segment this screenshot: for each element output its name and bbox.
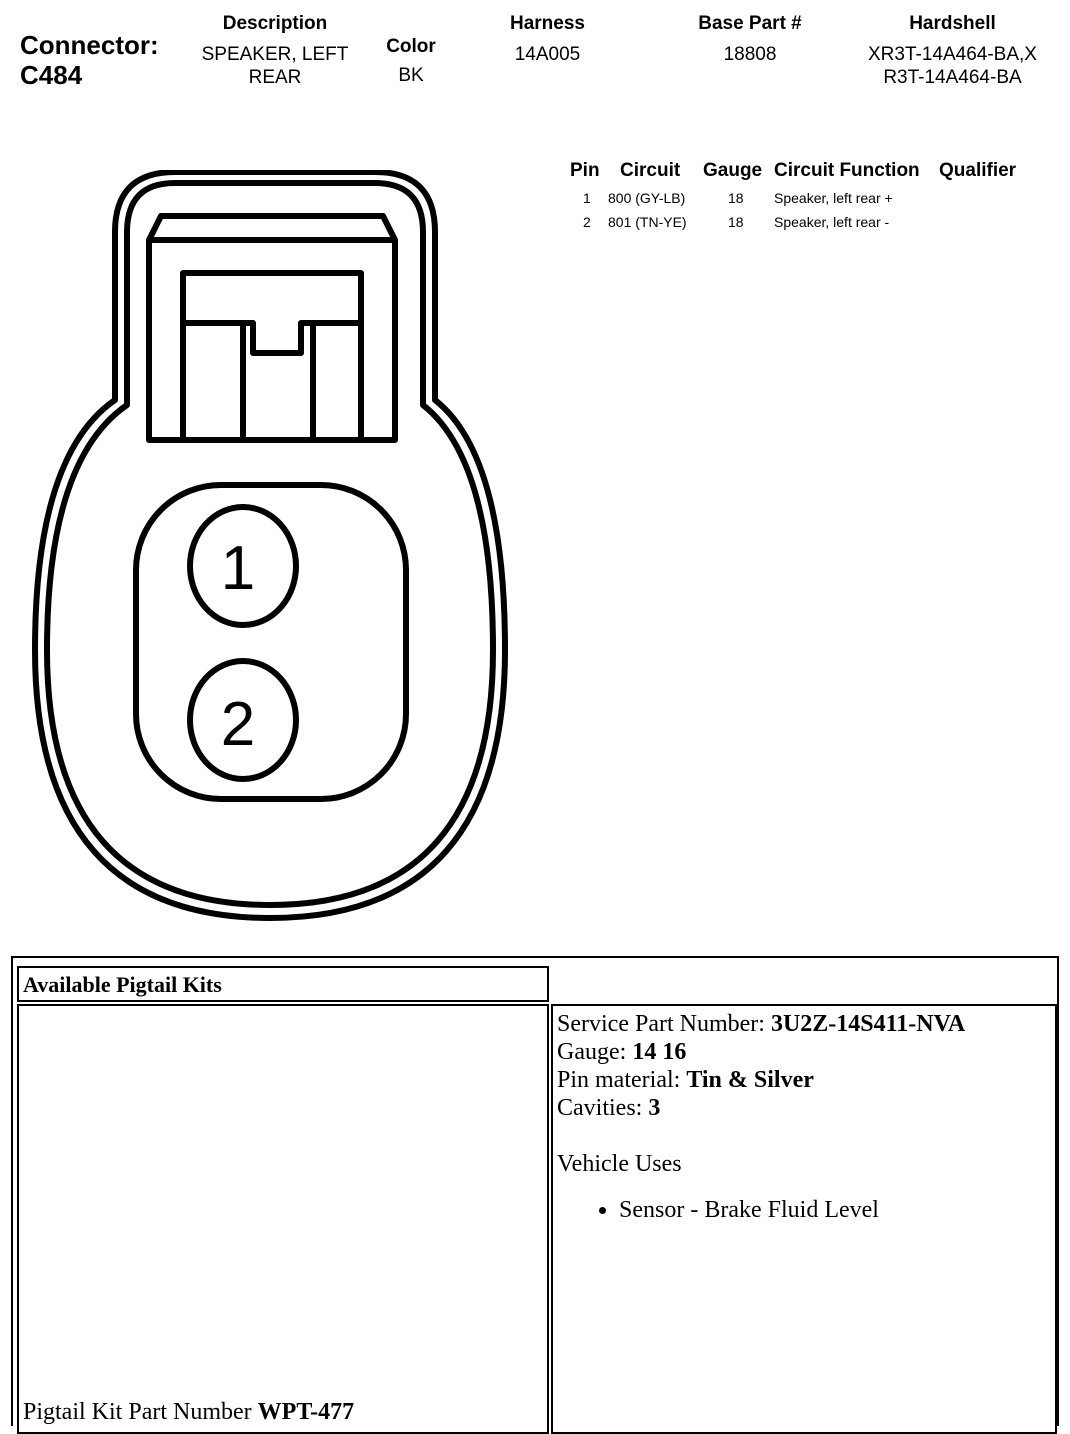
pigtail-kits-section [11,956,1059,1426]
latch-inner [183,273,361,440]
color-value: BK [398,65,424,86]
pin-material-value: Tin & Silver [686,1067,814,1093]
col-pin: Pin [570,160,600,181]
row1-gauge: 18 [728,190,744,206]
connector-id: C484 [20,60,83,90]
row1-function: Speaker, left rear + [774,190,893,206]
latch-tab [183,323,361,353]
color-column [370,35,452,87]
hardshell-value: XR3T-14A464-BA,XR3T-14A464-BA [868,44,1037,88]
connector-label: Connector: [20,30,159,60]
base-part-value: 18808 [723,44,777,65]
row2-function: Speaker, left rear - [774,214,890,230]
vehicle-uses-label: Vehicle Uses [557,1151,682,1177]
cavities-value: 3 [648,1095,661,1121]
service-part-label: Service Part Number: [557,1011,765,1037]
pin-cavity-area [136,485,406,799]
cavities-row [557,1094,1051,1122]
kit-part-value: WPT-477 [257,1399,355,1425]
gauge-value: 14 16 [632,1039,687,1065]
base-part-column [680,12,820,66]
row2-pin: 2 [583,214,591,230]
pigtail-image-cell [17,1004,549,1434]
color-heading: Color [386,36,436,57]
row2-circuit: 801 (TN-YE) [608,214,687,230]
pin-material-label: Pin material: [557,1067,681,1093]
harness-value: 14A005 [514,44,581,65]
hardshell-column [860,12,1045,89]
pigtail-kits-title: Available Pigtail Kits [17,966,549,1002]
gauge-label: Gauge: [557,1039,627,1065]
description-value: SPEAKER, LEFT REAR [201,44,349,88]
pin-2-label: 2 [220,690,256,759]
pigtail-details-cell [551,1004,1057,1434]
pin-material-row [557,1066,1051,1094]
pin-1-label: 1 [220,534,256,603]
row1-circuit: 800 (GY-LB) [608,190,686,206]
kit-part-label: Pigtail Kit Part Number [23,1399,252,1425]
row2-gauge: 18 [728,214,744,230]
base-part-heading: Base Part # [698,13,802,34]
connector-title [20,30,159,90]
row1-pin: 1 [583,190,591,206]
harness-column [480,12,615,66]
cavities-label: Cavities: [557,1095,643,1121]
col-circuit-function: Circuit Function [774,160,920,181]
service-part-value: 3U2Z-14S411-NVA [770,1011,966,1037]
col-qualifier: Qualifier [939,160,1017,181]
description-heading: Description [222,13,328,34]
gauge-row [557,1038,1051,1066]
vehicle-uses-list [557,1196,1051,1224]
harness-heading: Harness [510,13,585,34]
pigtail-kit-part-number [23,1399,354,1426]
hardshell-heading: Hardshell [909,13,996,34]
description-column [180,12,370,89]
connector-outer-outline [35,172,505,918]
service-part-row [557,1010,1051,1038]
col-circuit: Circuit [620,160,681,181]
vehicle-use-item: • Sensor - Brake Fluid Level [619,1196,1051,1224]
col-gauge: Gauge [703,160,763,181]
connector-face-diagram [30,170,510,930]
